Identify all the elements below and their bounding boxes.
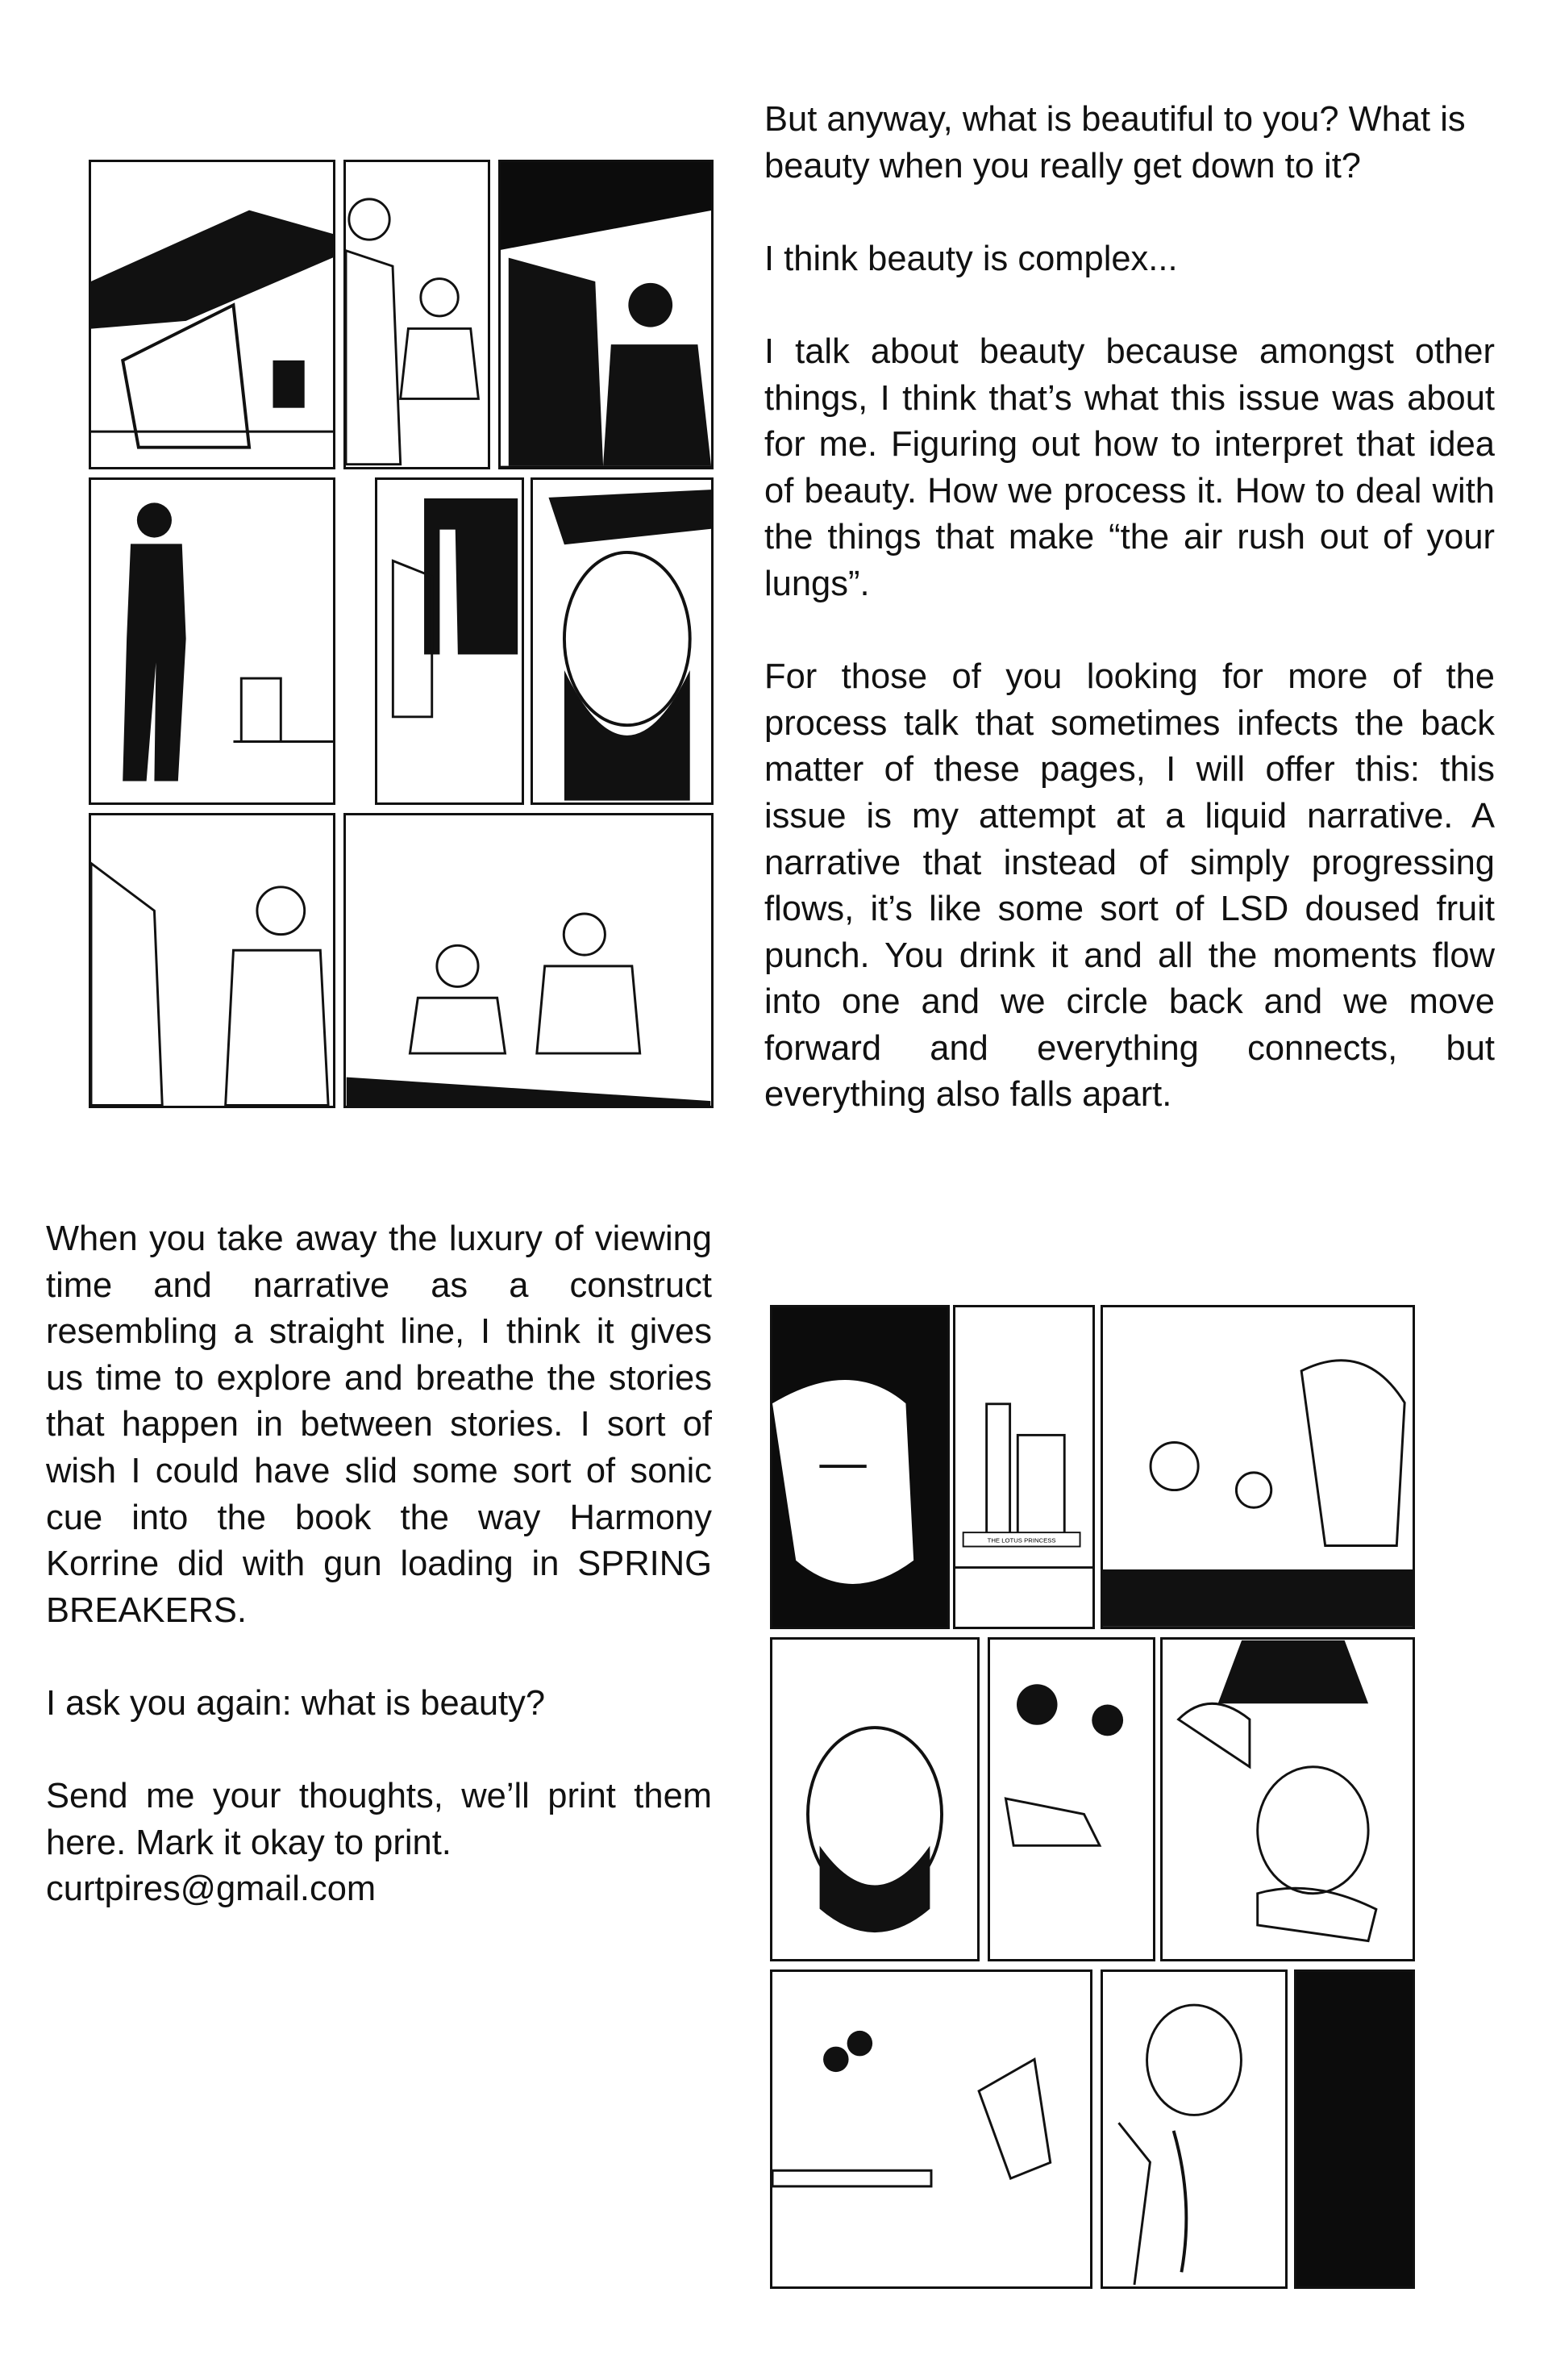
- panel-closeup-face: [770, 1305, 950, 1629]
- top-text-column: [764, 97, 1495, 1119]
- contact-email[interactable]: curtpires@gmail.com: [46, 1869, 377, 1909]
- bottom-text-column: [46, 1216, 712, 1913]
- lotus-princess-sign: THE LOTUS PRINCESS: [987, 1536, 1056, 1544]
- panel-dark-figures: [498, 160, 714, 469]
- panel-men-at-desk: [343, 160, 490, 469]
- panel-men-back-view: [89, 813, 335, 1108]
- panel-man-vomiting: [1101, 1969, 1288, 2289]
- panel-robot-transformation: [1160, 1637, 1415, 1961]
- paragraph-beauty-question: But anyway, what is beautiful to you? What is beauty when you really get down to it?: [764, 100, 1466, 185]
- panel-crowd-party: [1101, 1305, 1415, 1629]
- paragraph-beauty-issue: I talk about beauty because amongst other things, I think that’s what this issue was about for me. Figuring out how to interpret that idea of beauty. How we process it. How to deal with the things that make “the air rush out of your lungs”.: [764, 331, 1495, 603]
- panel-two-men-table: [343, 813, 714, 1108]
- panel-astronaut-face: [770, 1637, 980, 1961]
- paragraph-send-thoughts: [46, 1774, 712, 1913]
- send-thoughts-text: Send me your thoughts, we’ll print them here. Mark it okay to print.: [46, 1777, 712, 1862]
- panel-bearded-man: [531, 477, 714, 805]
- panel-black: [1294, 1969, 1415, 2289]
- panel-airplane-hangar: [89, 160, 335, 469]
- panel-hero-standing: [89, 477, 335, 805]
- panel-city-building: [953, 1305, 1095, 1629]
- panel-men-and-table: [770, 1969, 1092, 2289]
- panel-reaching-hand: [988, 1637, 1155, 1961]
- paragraph-time-narrative: When you take away the luxury of viewing time and narrative as a construct resembling a straight line, I think it gives us time to explore and breathe the stories that happen in between stories. I sort of wish I could have slid some sort of sonic cue into the book the way Harmony Korrine did with gun loading in SPRING BREAKERS.: [46, 1219, 712, 1630]
- panel-doorway: [375, 477, 524, 805]
- paragraph-beauty-complex: I think beauty is complex...: [764, 239, 1178, 278]
- paragraph-ask-again: I ask you again: what is beauty?: [46, 1683, 546, 1723]
- comic-page-bottom: [770, 1305, 1415, 2289]
- paragraph-liquid-narrative: For those of you looking for more of the process talk that sometimes infects the back matter of these pages, I will offer this: this issue is my attempt at a liquid narrative. A narrative that instead of simply progressing flows, it’s like some sort of LSD doused fruit punch. You drink it and all the moments flow into one and we circle back and we move forward and everything connects, but everything also falls apart.: [764, 657, 1495, 1115]
- comic-page-top: [89, 160, 714, 1108]
